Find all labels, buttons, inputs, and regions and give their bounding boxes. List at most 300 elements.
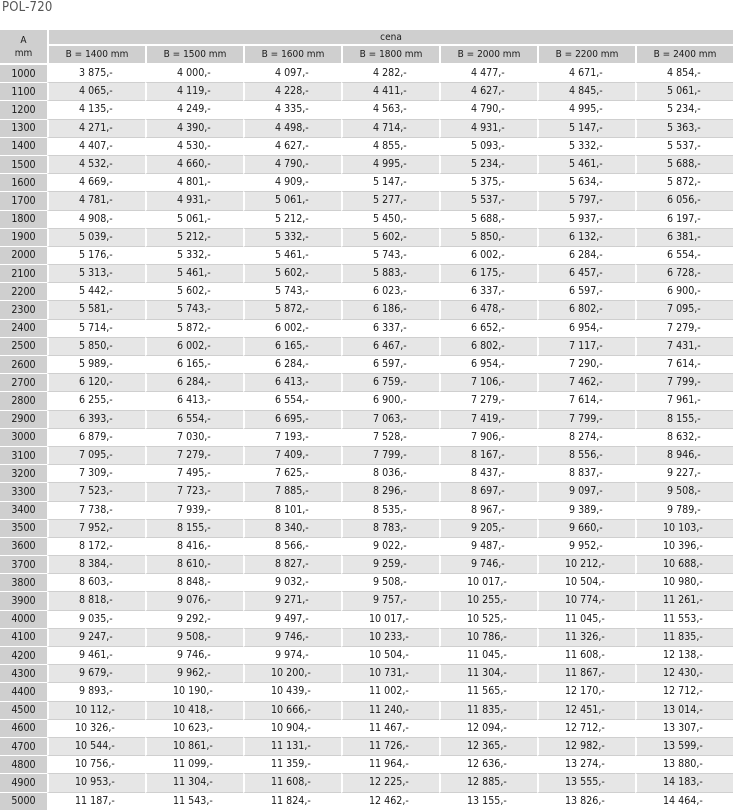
price-value: 4 801,- xyxy=(177,176,211,189)
price-cell xyxy=(439,410,537,428)
price-cell xyxy=(439,228,537,246)
price-value: 7 106,- xyxy=(471,376,505,389)
price-cell xyxy=(47,773,145,791)
price-value: 7 431,- xyxy=(667,339,701,352)
price-value: 10 326,- xyxy=(75,721,115,734)
price-value: 4 995,- xyxy=(373,157,407,170)
price-cell xyxy=(341,773,439,791)
price-cell xyxy=(243,610,341,628)
price-value: 9 974,- xyxy=(275,649,309,661)
price-value: 6 381,- xyxy=(667,230,701,243)
price-cell xyxy=(635,537,733,555)
price-value: 11 608,- xyxy=(565,649,605,661)
price-value: 9 097,- xyxy=(569,485,603,498)
price-value: 4 931,- xyxy=(177,194,211,207)
price-value: 11 467,- xyxy=(369,721,409,734)
price-value: 12 094,- xyxy=(467,721,507,734)
price-value: 8 697,- xyxy=(471,485,505,498)
price-cell xyxy=(537,501,635,519)
price-cell xyxy=(537,319,635,337)
price-value: 11 835,- xyxy=(663,630,703,643)
price-value: 6 652,- xyxy=(471,321,505,334)
price-cell xyxy=(47,119,145,137)
price-value: 5 234,- xyxy=(471,157,505,170)
price-cell xyxy=(341,173,439,191)
price-value: 8 340,- xyxy=(275,521,309,534)
price-cell xyxy=(341,701,439,719)
price-value: 7 906,- xyxy=(471,430,505,443)
row-header-a: 4700 xyxy=(0,737,47,755)
price-cell xyxy=(145,119,243,137)
row-header-a: 1500 xyxy=(0,155,47,173)
price-value: 4 781,- xyxy=(79,194,113,207)
price-value: 11 543,- xyxy=(173,794,213,807)
price-cell xyxy=(145,246,243,264)
price-value: 10 255,- xyxy=(467,594,507,607)
price-value: 6 457,- xyxy=(569,267,603,280)
price-cell xyxy=(537,555,635,573)
price-value: 11 726,- xyxy=(369,739,409,752)
price-cell xyxy=(47,792,145,810)
table-row xyxy=(0,646,733,664)
price-cell xyxy=(635,300,733,318)
price-cell xyxy=(145,264,243,282)
price-cell xyxy=(439,191,537,209)
price-cell xyxy=(635,173,733,191)
row-header-a: 3800 xyxy=(0,573,47,591)
price-cell xyxy=(47,646,145,664)
table-row xyxy=(0,501,733,519)
price-value: 10 504,- xyxy=(369,649,409,661)
price-value: 10 756,- xyxy=(75,758,115,771)
price-cell xyxy=(47,391,145,409)
price-value: 5 332,- xyxy=(569,139,603,152)
price-cell xyxy=(243,355,341,373)
price-value: 9 247,- xyxy=(79,630,113,643)
price-cell xyxy=(47,501,145,519)
price-cell xyxy=(243,719,341,737)
price-table xyxy=(0,30,733,810)
price-cell xyxy=(145,682,243,700)
price-cell xyxy=(439,737,537,755)
price-value: 5 688,- xyxy=(471,212,505,225)
row-header-a: 4500 xyxy=(0,701,47,719)
price-value: 4 931,- xyxy=(471,121,505,134)
table-row xyxy=(0,446,733,464)
price-cell xyxy=(635,410,733,428)
price-value: 7 095,- xyxy=(79,448,113,461)
price-cell xyxy=(635,155,733,173)
price-cell xyxy=(439,482,537,500)
price-value: 5 061,- xyxy=(177,212,211,225)
row-header-a: 2800 xyxy=(0,391,47,409)
price-cell xyxy=(47,591,145,609)
price-value: 6 197,- xyxy=(667,212,701,225)
price-cell xyxy=(635,191,733,209)
price-value: 6 413,- xyxy=(177,394,211,407)
price-value: 6 284,- xyxy=(275,358,309,370)
price-value: 10 774,- xyxy=(565,594,605,607)
price-cell xyxy=(341,137,439,155)
price-cell xyxy=(341,191,439,209)
price-value: 5 797,- xyxy=(569,194,603,207)
price-cell xyxy=(341,228,439,246)
table-row xyxy=(0,464,733,482)
price-value: 4 532,- xyxy=(79,157,113,170)
row-header-a: 3600 xyxy=(0,537,47,555)
price-cell xyxy=(537,610,635,628)
price-value: 10 212,- xyxy=(565,558,605,571)
price-cell xyxy=(635,355,733,373)
price-value: 10 103,- xyxy=(663,521,703,534)
price-cell xyxy=(537,591,635,609)
price-value: 9 952,- xyxy=(569,539,603,552)
price-value: 5 212,- xyxy=(275,212,309,225)
price-cell xyxy=(537,282,635,300)
price-value: 9 292,- xyxy=(177,612,211,625)
price-value: 13 555,- xyxy=(565,776,605,789)
price-cell xyxy=(439,719,537,737)
price-value: 6 393,- xyxy=(79,412,113,425)
column-header: B = 1800 mm xyxy=(341,44,439,63)
price-cell xyxy=(243,173,341,191)
price-cell xyxy=(439,119,537,137)
price-cell xyxy=(47,300,145,318)
price-value: 10 233,- xyxy=(369,630,409,643)
price-value: 9 746,- xyxy=(471,558,505,571)
price-value: 9 032,- xyxy=(275,576,309,589)
price-cell xyxy=(47,337,145,355)
price-cell xyxy=(635,373,733,391)
price-value: 5 277,- xyxy=(373,194,407,207)
price-value: 7 279,- xyxy=(667,321,701,334)
price-cell xyxy=(145,228,243,246)
price-value: 10 504,- xyxy=(565,576,605,589)
price-value: 10 017,- xyxy=(369,612,409,625)
row-header-a: 1800 xyxy=(0,210,47,228)
price-value: 11 187,- xyxy=(75,794,115,807)
price-cell xyxy=(341,646,439,664)
price-cell xyxy=(47,682,145,700)
price-value: 9 227,- xyxy=(667,467,701,480)
price-cell xyxy=(243,537,341,555)
price-value: 7 409,- xyxy=(275,448,309,461)
price-cell xyxy=(243,792,341,810)
table-row xyxy=(0,63,733,82)
table-row xyxy=(0,155,733,173)
price-value: 5 442,- xyxy=(79,285,113,298)
price-value: 5 461,- xyxy=(177,267,211,280)
price-cell xyxy=(47,573,145,591)
table-row xyxy=(0,410,733,428)
price-cell xyxy=(243,210,341,228)
price-value: 6 900,- xyxy=(667,285,701,298)
price-cell xyxy=(145,173,243,191)
table-row xyxy=(0,300,733,318)
price-cell xyxy=(47,610,145,628)
price-value: 5 743,- xyxy=(373,248,407,261)
table-row xyxy=(0,355,733,373)
price-cell xyxy=(47,319,145,337)
row-header-a: 4400 xyxy=(0,682,47,700)
price-value: 11 304,- xyxy=(467,667,507,680)
price-value: 5 176,- xyxy=(79,248,113,261)
price-cell xyxy=(243,446,341,464)
price-value: 7 885,- xyxy=(275,485,309,498)
price-value: 13 307,- xyxy=(663,721,703,734)
price-value: 6 900,- xyxy=(373,394,407,407)
price-cell xyxy=(243,664,341,682)
price-cell xyxy=(635,573,733,591)
column-header: B = 2200 mm xyxy=(537,44,635,63)
table-row xyxy=(0,246,733,264)
price-value: 7 625,- xyxy=(275,467,309,480)
price-cell xyxy=(243,373,341,391)
price-value: 4 563,- xyxy=(373,103,407,116)
price-value: 9 259,- xyxy=(373,558,407,571)
price-cell xyxy=(635,464,733,482)
price-cell xyxy=(537,664,635,682)
price-value: 13 826,- xyxy=(565,794,605,807)
price-value: 12 885,- xyxy=(467,776,507,789)
row-header-a: 2100 xyxy=(0,264,47,282)
row-header-a: 3100 xyxy=(0,446,47,464)
row-header-a: 2900 xyxy=(0,410,47,428)
price-cell xyxy=(47,482,145,500)
price-cell xyxy=(537,464,635,482)
price-cell xyxy=(341,555,439,573)
price-cell xyxy=(341,391,439,409)
price-cell xyxy=(537,337,635,355)
price-cell xyxy=(243,337,341,355)
price-value: 10 112,- xyxy=(75,703,115,716)
price-value: 5 602,- xyxy=(373,230,407,243)
price-cell xyxy=(537,264,635,282)
price-value: 11 867,- xyxy=(565,667,605,680)
price-cell xyxy=(537,137,635,155)
row-header-a: 2500 xyxy=(0,337,47,355)
price-value: 10 190,- xyxy=(173,685,213,698)
price-value: 11 099,- xyxy=(173,758,213,771)
price-value: 9 508,- xyxy=(373,576,407,589)
price-value: 5 061,- xyxy=(275,194,309,207)
table-row xyxy=(0,373,733,391)
price-value: 14 464,- xyxy=(663,794,703,807)
price-cell xyxy=(635,501,733,519)
price-cell xyxy=(47,155,145,173)
price-cell xyxy=(537,537,635,555)
price-value: 6 255,- xyxy=(79,394,113,407)
price-value: 7 309,- xyxy=(79,467,113,480)
price-cell xyxy=(47,100,145,118)
row-header-a: 1000 xyxy=(0,63,47,82)
price-value: 8 167,- xyxy=(471,448,505,461)
price-value: 8 827,- xyxy=(275,558,309,571)
price-value: 4 411,- xyxy=(373,85,407,98)
price-value: 6 175,- xyxy=(471,267,505,280)
table-row xyxy=(0,664,733,682)
price-cell xyxy=(635,755,733,773)
price-value: 10 017,- xyxy=(467,576,507,589)
price-value: 9 076,- xyxy=(177,594,211,607)
price-value: 5 039,- xyxy=(79,230,113,243)
price-value: 8 036,- xyxy=(373,467,407,480)
price-cell xyxy=(47,755,145,773)
price-value: 8 155,- xyxy=(177,521,211,534)
price-value: 4 908,- xyxy=(79,212,113,225)
price-cell xyxy=(537,100,635,118)
price-value: 5 937,- xyxy=(569,212,603,225)
price-cell xyxy=(439,300,537,318)
price-cell xyxy=(635,610,733,628)
price-value: 6 413,- xyxy=(275,376,309,389)
price-value: 12 170,- xyxy=(565,685,605,698)
price-cell xyxy=(47,137,145,155)
price-cell xyxy=(439,137,537,155)
price-cell xyxy=(439,319,537,337)
price-cell xyxy=(47,664,145,682)
table-body xyxy=(0,63,733,810)
price-cell xyxy=(537,682,635,700)
row-header-a: 1200 xyxy=(0,100,47,118)
price-value: 9 660,- xyxy=(569,521,603,534)
price-value: 10 953,- xyxy=(75,776,115,789)
price-cell xyxy=(341,591,439,609)
price-cell xyxy=(47,191,145,209)
price-value: 7 961,- xyxy=(667,394,701,407)
row-header-a: 5000 xyxy=(0,792,47,810)
price-value: 9 508,- xyxy=(177,630,211,643)
price-cell xyxy=(145,482,243,500)
price-value: 10 666,- xyxy=(271,703,311,716)
price-cell xyxy=(341,682,439,700)
price-cell xyxy=(537,755,635,773)
price-value: 7 939,- xyxy=(177,503,211,516)
price-value: 6 337,- xyxy=(373,321,407,334)
price-value: 4 271,- xyxy=(79,121,113,134)
price-value: 12 982,- xyxy=(565,739,605,752)
price-cell xyxy=(439,355,537,373)
price-cell xyxy=(635,701,733,719)
price-value: 7 095,- xyxy=(667,303,701,316)
price-cell xyxy=(439,173,537,191)
table-row xyxy=(0,264,733,282)
price-value: 7 290,- xyxy=(569,358,603,370)
price-value: 6 120,- xyxy=(79,376,113,389)
price-value: 10 688,- xyxy=(663,558,703,571)
price-cell xyxy=(47,210,145,228)
price-cell xyxy=(243,410,341,428)
price-value: 3 875,- xyxy=(79,67,113,79)
row-header-a: 3700 xyxy=(0,555,47,573)
table-row xyxy=(0,591,733,609)
price-value: 9 487,- xyxy=(471,539,505,552)
price-value: 5 872,- xyxy=(667,176,701,189)
price-cell xyxy=(47,464,145,482)
price-value: 11 565,- xyxy=(467,685,507,698)
price-cell xyxy=(47,355,145,373)
table-row xyxy=(0,319,733,337)
table-row xyxy=(0,137,733,155)
table-row xyxy=(0,282,733,300)
price-cell xyxy=(635,482,733,500)
price-cell xyxy=(145,446,243,464)
price-cell xyxy=(341,501,439,519)
row-header-a: 4300 xyxy=(0,664,47,682)
price-value: 7 279,- xyxy=(177,448,211,461)
price-cell xyxy=(47,82,145,100)
price-value: 8 416,- xyxy=(177,539,211,552)
price-cell xyxy=(243,519,341,537)
price-value: 4 790,- xyxy=(471,103,505,116)
price-cell xyxy=(537,573,635,591)
row-header-a: 4900 xyxy=(0,773,47,791)
price-cell xyxy=(439,591,537,609)
price-cell xyxy=(47,246,145,264)
price-cell xyxy=(439,664,537,682)
price-value: 13 274,- xyxy=(565,758,605,771)
price-cell xyxy=(341,155,439,173)
price-cell xyxy=(439,555,537,573)
column-header-row xyxy=(0,44,733,63)
price-cell xyxy=(243,319,341,337)
price-cell xyxy=(635,228,733,246)
price-value: 12 636,- xyxy=(467,758,507,771)
price-value: 6 056,- xyxy=(667,194,701,207)
price-cell xyxy=(439,573,537,591)
price-value: 6 284,- xyxy=(177,376,211,389)
price-value: 6 337,- xyxy=(471,285,505,298)
price-cell xyxy=(537,300,635,318)
price-cell xyxy=(439,373,537,391)
document-title: POL-720 xyxy=(2,0,53,15)
price-value: 5 602,- xyxy=(275,267,309,280)
price-cell xyxy=(439,501,537,519)
price-cell xyxy=(537,246,635,264)
price-cell xyxy=(341,82,439,100)
price-value: 4 714,- xyxy=(373,121,407,134)
price-cell xyxy=(439,428,537,446)
price-value: 9 746,- xyxy=(275,630,309,643)
price-cell xyxy=(439,246,537,264)
price-value: 12 430,- xyxy=(663,667,703,680)
price-cell xyxy=(47,446,145,464)
price-value: 9 893,- xyxy=(79,685,113,698)
price-cell xyxy=(243,391,341,409)
price-value: 14 183,- xyxy=(663,776,703,789)
price-value: 11 964,- xyxy=(369,758,409,771)
price-value: 5 147,- xyxy=(569,121,603,134)
row-header-a: 2700 xyxy=(0,373,47,391)
price-cell xyxy=(145,773,243,791)
price-cell xyxy=(439,646,537,664)
row-header-unit: mm xyxy=(14,47,33,59)
price-cell xyxy=(243,137,341,155)
price-cell xyxy=(145,337,243,355)
table-row xyxy=(0,682,733,700)
price-value: 5 989,- xyxy=(79,358,113,370)
price-cell xyxy=(537,701,635,719)
price-value: 6 467,- xyxy=(373,339,407,352)
price-cell xyxy=(537,391,635,409)
price-value: 11 261,- xyxy=(663,594,703,607)
price-cell xyxy=(145,210,243,228)
price-cell xyxy=(439,264,537,282)
price-cell xyxy=(537,446,635,464)
price-value: 11 835,- xyxy=(467,703,507,716)
price-value: 11 045,- xyxy=(565,612,605,625)
price-cell xyxy=(439,464,537,482)
